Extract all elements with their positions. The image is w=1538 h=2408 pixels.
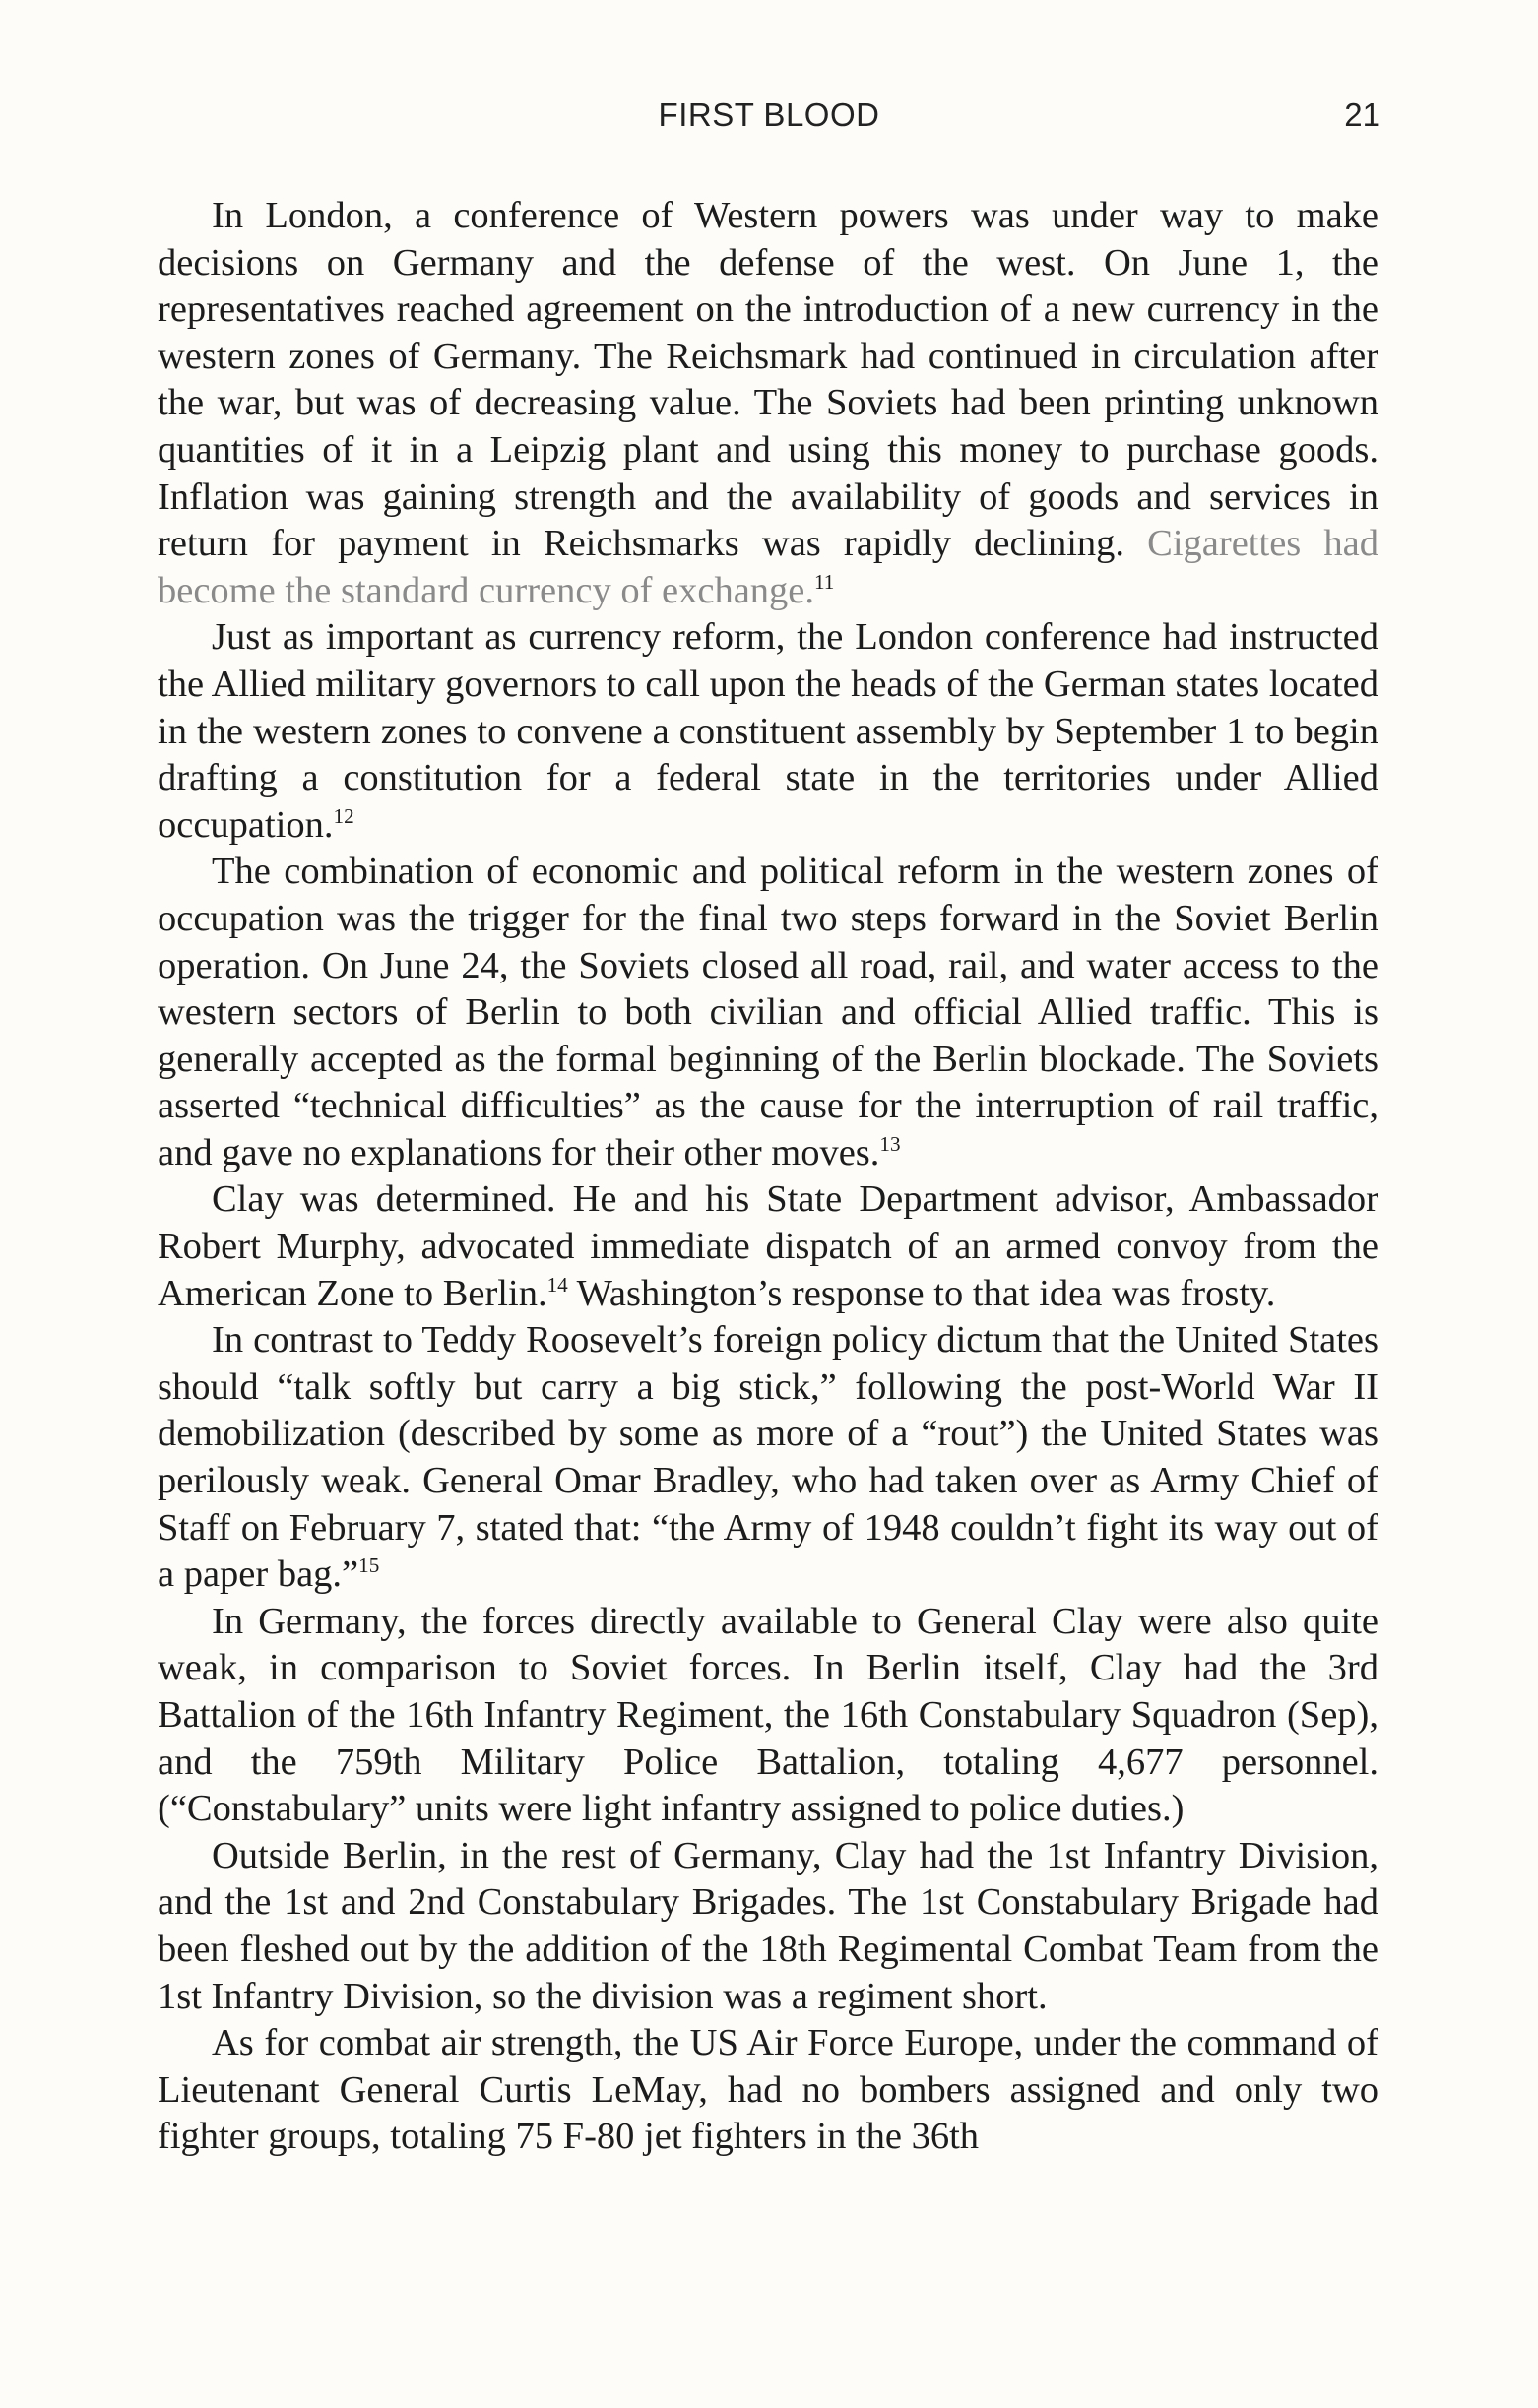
chapter-title: FIRST BLOOD bbox=[658, 96, 880, 133]
paragraph-constitution bbox=[158, 614, 1378, 849]
faded-sentence: Cigarettes had become the standard currency of exchange. bbox=[158, 523, 1378, 611]
paragraph-text: In London, a conference of Western powers was under way to make decisions on Germany and the defense of the west. On June 1, the representatives reached agreement on the introduction of a new currency in the western zones of Germany. The Reichsmark had continued in circulation after the war, but was of decreasing value. The Soviets had been printing unknown quantities of it in a Leipzig plant and using this money to purchase goods. Inflation was gaining strength and the availability of goods and services in return for payment in Reichsmarks was rapidly declining. bbox=[158, 195, 1378, 565]
paragraph-text: The combination of economic and political reform in the western zones of occupation was the trigger for the final two steps forward in the Soviet Berlin operation. On June 24, the Soviets closed all road, rail, and water access to the western sectors of Berlin to both civilian and official Allied traffic. This is generally accepted as the formal beginning of the Berlin blockade. The Soviets asserted “technical difficulties” as the cause for the interruption of rail traffic, and gave no explanations for their other moves. bbox=[158, 851, 1378, 1173]
paragraph-text: Outside Berlin, in the rest of Germany, Clay had the 1st Infantry Division, and the 1st and 2nd Constabulary Brigades. The 1st Constabulary Brigade had been fleshed out by the addition of the 18th Regimental Combat Team from the 1st Infantry Division, so the division was a regiment short. bbox=[158, 1834, 1378, 2017]
body-text bbox=[158, 193, 1378, 2161]
paragraph-forces-germany bbox=[158, 1833, 1378, 2020]
footnote-marker: 15 bbox=[358, 1553, 380, 1578]
running-header bbox=[158, 96, 1380, 146]
paragraph-text: In Germany, the forces directly available to General Clay were also quite weak, in comparison to Soviet forces. In Berlin itself, Clay had the 3rd Battalion of the 16th Infantry Regiment, the 16th Constabulary Squadron (Sep), and the 759th Military Police Battalion, totaling 4,677 personnel. (“Constabulary” units were light infantry assigned to police duties.) bbox=[158, 1600, 1378, 1830]
paragraph-text: As for combat air strength, the US Air Force Europe, under the command of Lieutenant General Curtis LeMay, had no bombers assigned and only two fighter groups, totaling 75 F-80 jet fighters in the 36th bbox=[158, 2022, 1378, 2158]
paragraph-text: Clay was determined. He and his State Department advisor, Ambassador Robert Murphy, advocated immediate dispatch of an armed convoy from the American Zone to Berlin. bbox=[158, 1178, 1378, 1314]
paragraph-clay bbox=[158, 1176, 1378, 1317]
paragraph-currency bbox=[158, 193, 1378, 614]
footnote-marker: 12 bbox=[333, 803, 354, 828]
footnote-marker: 11 bbox=[814, 569, 835, 594]
page-number: 21 bbox=[1344, 96, 1380, 133]
paragraph-forces-berlin bbox=[158, 1599, 1378, 1833]
footnote-marker: 14 bbox=[546, 1272, 568, 1297]
paragraph-roosevelt bbox=[158, 1317, 1378, 1599]
paragraph-blockade bbox=[158, 849, 1378, 1176]
footnote-marker: 13 bbox=[879, 1132, 901, 1157]
paragraph-text: In contrast to Teddy Roosevelt’s foreign policy dictum that the United States should “talk softly but carry a big stick,” following the post-World War II demobilization (described by some as more of a “rout”) the United States was perilously weak. General Omar Bradley, who had taken over as Army Chief of Staff on February 7, stated that: “the Army of 1948 couldn’t fight its way out of a paper bag.” bbox=[158, 1319, 1378, 1596]
paragraph-text: Just as important as currency reform, the London conference had instructed the Allied military governors to call upon the heads of the German states located in the western zones to convene a constituent assembly by September 1 to begin drafting a constitution for a federal state in the territories under Allied occupation. bbox=[158, 616, 1378, 846]
paragraph-air-strength bbox=[158, 2020, 1378, 2161]
paragraph-text-continued: Washington’s response to that idea was frosty. bbox=[567, 1272, 1276, 1314]
